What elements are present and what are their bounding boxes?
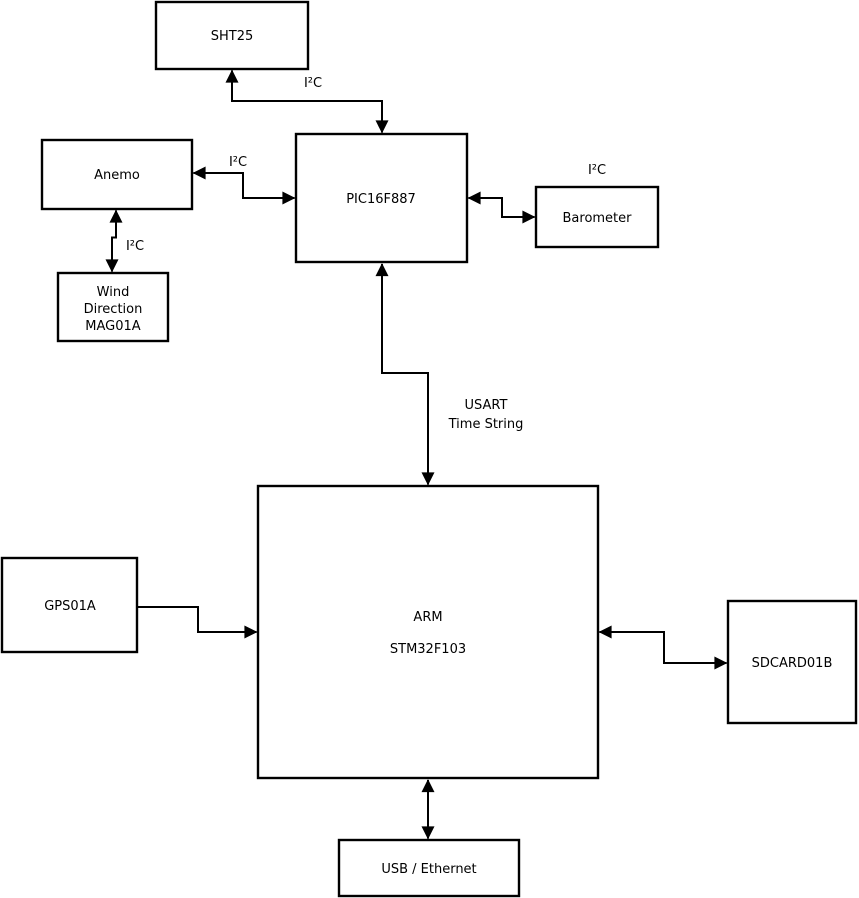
- sdcard01b-label: SDCARD01B: [751, 656, 833, 671]
- node-usb-ethernet: [339, 840, 519, 896]
- connector-arm-sdcard: [600, 632, 727, 663]
- connector-gps-arm: [137, 607, 257, 632]
- node-arm: [258, 486, 598, 778]
- anemo-label: Anemo: [94, 168, 140, 183]
- sht25-label: SHT25: [210, 29, 254, 44]
- edge-label-time-string: Time String: [448, 417, 524, 432]
- wind-direction-label-line3: MAG01A: [85, 319, 141, 334]
- connector-anemo-wind-direction: [112, 211, 116, 272]
- node-pic16f887: [296, 134, 467, 262]
- arm-box: [258, 486, 598, 778]
- edge-label-usart: USART: [464, 398, 508, 413]
- connector-pic-arm-usart: [382, 264, 428, 485]
- wind-direction-label-line2: Direction: [83, 302, 143, 317]
- edge-label-i2c-barometer: I²C: [587, 163, 607, 178]
- edge-label-i2c-anemo: I²C: [228, 155, 248, 170]
- connector-pic-barometer: [469, 198, 535, 217]
- node-anemo: [42, 140, 192, 209]
- edge-label-i2c-wind-direction: I²C: [125, 239, 145, 254]
- barometer-label: Barometer: [562, 211, 632, 226]
- node-wind-direction: [58, 273, 168, 341]
- gps01a-label: GPS01A: [44, 599, 96, 614]
- connector-anemo-pic: [194, 173, 295, 198]
- arm-label-line2: STM32F103: [389, 642, 467, 657]
- usb-ethernet-label: USB / Ethernet: [381, 862, 477, 877]
- node-sdcard01b: [728, 601, 856, 723]
- node-sht25: [156, 2, 308, 69]
- node-barometer: [536, 187, 658, 247]
- edge-label-i2c-sht25: I²C: [303, 76, 323, 91]
- node-gps01a: [2, 558, 137, 652]
- pic16f887-label: PIC16F887: [346, 192, 416, 207]
- arm-label-line1: ARM: [413, 610, 443, 625]
- wind-direction-label-line1: Wind: [96, 285, 130, 300]
